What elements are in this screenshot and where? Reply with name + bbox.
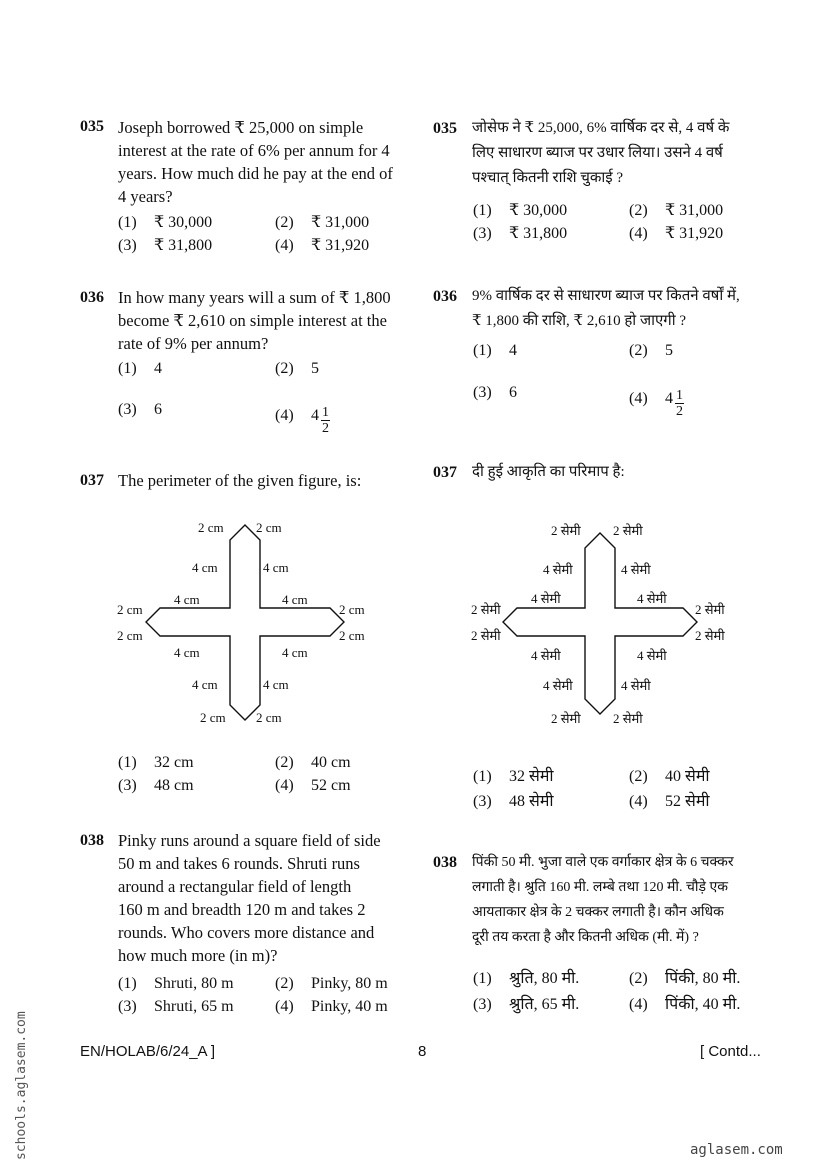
option-number: (1) — [473, 970, 492, 987]
question-number-035-en: 035 — [80, 118, 104, 135]
option-3[interactable] — [118, 401, 162, 419]
option-1[interactable] — [118, 360, 162, 378]
option-number: (4) — [275, 237, 294, 254]
edge-label: 2 सेमी — [551, 523, 581, 538]
option-1[interactable] — [118, 212, 212, 232]
option-number: (1) — [473, 202, 492, 219]
edge-label: 4 cm — [174, 645, 200, 660]
option-number: (3) — [473, 793, 492, 810]
option-value: ₹ 31,920 — [311, 237, 370, 254]
edge-label: 2 सेमी — [613, 711, 643, 726]
fraction — [321, 405, 330, 436]
option-number: (2) — [629, 202, 648, 219]
question-line: 9% वार्षिक दर से साधारण ब्याज पर कितने वर्षों में, — [472, 288, 740, 304]
edge-label: 4 सेमी — [543, 678, 573, 693]
edge-label: 4 सेमी — [637, 648, 667, 663]
question-line: interest at the rate of 6% per annum for 4 — [118, 141, 390, 160]
option-3[interactable] — [118, 235, 212, 255]
option-number: (2) — [275, 214, 294, 231]
option-value: 5 — [311, 360, 319, 377]
option-number: (1) — [118, 360, 137, 377]
edge-label: 2 सेमी — [695, 602, 725, 617]
cross-shape — [146, 525, 344, 720]
option-value: 32 cm — [154, 754, 194, 771]
question-line: In how many years will a sum of ₹ 1,800 — [118, 288, 391, 307]
option-number: (4) — [629, 390, 648, 408]
option-3[interactable] — [473, 789, 554, 811]
question-number-037-hi: 037 — [433, 464, 457, 481]
option-number: (4) — [629, 793, 648, 810]
question-line: ₹ 1,800 की राशि, ₹ 2,610 हो जाएगी ? — [472, 313, 686, 329]
question-text-036-hi — [472, 284, 782, 334]
option-value: 40 cm — [311, 754, 351, 771]
option-value: 6 — [154, 401, 162, 418]
edge-label: 4 cm — [263, 677, 289, 692]
continued-label: [ Contd... — [700, 1043, 761, 1060]
option-2[interactable] — [629, 966, 740, 988]
option-value: 48 cm — [154, 777, 194, 794]
page-number: 8 — [418, 1043, 427, 1060]
question-line: पश्चात् कितनी राशि चुकाई ? — [472, 170, 624, 186]
option-value: 52 cm — [311, 777, 351, 794]
option-number: (3) — [118, 777, 137, 794]
option-value: 4 — [154, 360, 162, 377]
option-value: श्रुति, 65 मी. — [509, 996, 580, 1013]
question-line: rounds. Who covers more distance and — [118, 923, 375, 942]
option-value: ₹ 31,000 — [665, 202, 724, 219]
question-line: लगाती है। श्रुति 160 मी. लम्बे तथा 120 मी. चौड़े एक — [472, 880, 728, 895]
option-value: ₹ 31,800 — [509, 225, 568, 242]
question-line: 50 m and takes 6 rounds. Shruti runs — [118, 854, 360, 873]
fraction-numerator: 1 — [676, 388, 683, 403]
edge-label: 4 सेमी — [543, 562, 573, 577]
option-4[interactable] — [275, 401, 330, 436]
side-watermark: schools.aglasem.com — [14, 1011, 29, 1160]
option-2[interactable] — [275, 212, 369, 232]
option-value: ₹ 30,000 — [154, 214, 213, 231]
option-value: 5 — [665, 342, 673, 359]
question-line: दूरी तय करता है और कितनी अधिक (मी. में) ? — [472, 930, 699, 945]
option-number: (4) — [275, 998, 294, 1015]
option-number: (2) — [629, 970, 648, 987]
paper-code: EN/HOLAB/6/24_A ] — [80, 1043, 216, 1060]
option-value: 40 सेमी — [665, 768, 710, 785]
edge-label: 4 सेमी — [531, 591, 561, 606]
question-number-035-hi: 035 — [433, 120, 457, 137]
edge-label: 4 cm — [192, 677, 218, 692]
option-4[interactable] — [275, 777, 351, 795]
option-2[interactable] — [275, 754, 351, 772]
option-number: (4) — [629, 996, 648, 1013]
edge-label: 4 सेमी — [637, 591, 667, 606]
edge-label: 2 cm — [339, 628, 365, 643]
option-number: (3) — [473, 225, 492, 242]
option-number: (1) — [473, 768, 492, 785]
edge-label: 2 सेमी — [613, 523, 643, 538]
question-text-037-hi: दी हुई आकृति का परिमाप है: — [472, 464, 625, 480]
option-number: (1) — [473, 342, 492, 359]
option-1[interactable] — [118, 975, 234, 993]
edge-label: 4 सेमी — [531, 648, 561, 663]
edge-label: 2 सेमी — [551, 711, 581, 726]
question-text-038-hi — [472, 850, 782, 950]
option-1[interactable] — [473, 966, 579, 988]
question-line: 4 years? — [118, 187, 173, 206]
cross-figure-en — [110, 510, 380, 740]
option-number: (3) — [473, 996, 492, 1013]
fraction-denominator: 2 — [322, 421, 329, 436]
option-4[interactable] — [629, 992, 740, 1014]
edge-label: 2 cm — [117, 602, 143, 617]
option-2[interactable] — [275, 360, 319, 378]
option-value: पिंकी, 80 मी. — [665, 970, 741, 987]
option-value: 32 सेमी — [509, 768, 554, 785]
option-value: 6 — [509, 384, 517, 401]
option-value: ₹ 31,000 — [311, 214, 370, 231]
option-1[interactable] — [118, 754, 194, 772]
option-4[interactable] — [275, 998, 388, 1016]
option-2[interactable] — [629, 342, 673, 360]
question-line: Joseph borrowed ₹ 25,000 on simple — [118, 118, 364, 137]
option-value: पिंकी, 40 मी. — [665, 996, 741, 1013]
question-line: आयताकार क्षेत्र के 2 चक्कर लगाती है। कौन अधिक — [472, 905, 724, 920]
question-line: years. How much did he pay at the end of — [118, 164, 393, 183]
question-text-035-hi — [472, 116, 782, 191]
option-number: (2) — [275, 975, 294, 992]
question-line: how much more (in m)? — [118, 946, 278, 965]
option-value: ₹ 31,920 — [665, 225, 724, 242]
option-number: (2) — [629, 768, 648, 785]
edge-label: 4 cm — [192, 560, 218, 575]
option-number: (2) — [275, 360, 294, 377]
option-value: Shruti, 80 m — [154, 975, 234, 992]
option-number: (2) — [275, 754, 294, 771]
option-3[interactable] — [473, 384, 517, 402]
option-1[interactable] — [473, 342, 517, 360]
option-value: 52 सेमी — [665, 793, 710, 810]
fraction-denominator: 2 — [676, 404, 683, 419]
question-number-037-en: 037 — [80, 472, 104, 489]
option-value: ₹ 31,800 — [154, 237, 213, 254]
option-value: 4 — [509, 342, 517, 359]
edge-label: 4 सेमी — [621, 678, 651, 693]
option-number: (3) — [118, 237, 137, 254]
edge-label: 4 सेमी — [621, 562, 651, 577]
cross-shape — [503, 533, 697, 714]
question-text-035-en — [118, 116, 418, 208]
option-value: श्रुति, 80 मी. — [509, 970, 580, 987]
option-number: (3) — [118, 998, 137, 1015]
option-4[interactable] — [275, 235, 369, 255]
option-number: (1) — [118, 975, 137, 992]
fraction-numerator: 1 — [322, 405, 329, 420]
edge-label: 2 सेमी — [695, 628, 725, 643]
option-value: Pinky, 40 m — [311, 998, 388, 1015]
option-3[interactable] — [118, 998, 234, 1016]
option-1[interactable] — [473, 200, 567, 220]
option-2[interactable] — [275, 975, 388, 993]
edge-label: 2 cm — [256, 520, 282, 535]
question-line: पिंकी 50 मी. भुजा वाले एक वर्गाकार क्षेत्र के 6 चक्कर — [472, 855, 734, 870]
question-number-038-en: 038 — [80, 832, 104, 849]
option-number: (2) — [629, 342, 648, 359]
question-line: Pinky runs around a square field of side — [118, 831, 381, 850]
question-line: around a rectangular field of length — [118, 877, 352, 896]
edge-label: 4 cm — [263, 560, 289, 575]
option-value: Shruti, 65 m — [154, 998, 234, 1015]
question-number-038-hi: 038 — [433, 854, 457, 871]
option-number: (4) — [275, 777, 294, 794]
option-number: (4) — [629, 225, 648, 242]
question-number-036-en: 036 — [80, 289, 104, 306]
edge-label: 2 cm — [256, 710, 282, 725]
option-3[interactable] — [118, 777, 194, 795]
edge-label: 4 cm — [174, 592, 200, 607]
option-number: (3) — [473, 384, 492, 401]
edge-label: 2 cm — [198, 520, 224, 535]
edge-label: 2 सेमी — [471, 602, 501, 617]
option-value: 4 — [311, 407, 319, 425]
question-line: become ₹ 2,610 on simple interest at the — [118, 311, 387, 330]
edge-label: 4 cm — [282, 645, 308, 660]
edge-label: 2 सेमी — [471, 628, 501, 643]
question-number-036-hi: 036 — [433, 288, 457, 305]
option-number: (3) — [118, 401, 137, 418]
edge-label: 4 cm — [282, 592, 308, 607]
question-line: rate of 9% per annum? — [118, 334, 269, 353]
option-3[interactable] — [473, 223, 567, 243]
question-text-038-en — [118, 829, 418, 967]
option-3[interactable] — [473, 992, 579, 1014]
option-number: (1) — [118, 214, 137, 231]
edge-label: 2 cm — [339, 602, 365, 617]
question-text-036-en — [118, 286, 418, 355]
option-4[interactable] — [629, 223, 723, 243]
option-value: ₹ 30,000 — [509, 202, 568, 219]
question-text-037-en: The perimeter of the given figure, is: — [118, 471, 362, 490]
option-number: (1) — [118, 754, 137, 771]
edge-label: 2 cm — [117, 628, 143, 643]
edge-label: 2 cm — [200, 710, 226, 725]
cross-figure-hi — [465, 515, 745, 735]
option-value: 48 सेमी — [509, 793, 554, 810]
option-4[interactable] — [629, 789, 710, 811]
option-2[interactable] — [629, 200, 723, 220]
option-value: 4 — [665, 390, 673, 408]
fraction — [675, 388, 684, 419]
question-line: लिए साधारण ब्याज पर उधार लिया। उसने 4 वर्ष — [472, 145, 723, 161]
option-value: Pinky, 80 m — [311, 975, 388, 992]
option-4[interactable] — [629, 384, 684, 419]
option-number: (4) — [275, 407, 294, 425]
bottom-watermark: aglasem.com — [690, 1142, 783, 1158]
question-line: जोसेफ ने ₹ 25,000, 6% वार्षिक दर से, 4 वर्ष के — [472, 120, 730, 136]
option-1[interactable] — [473, 764, 554, 786]
option-2[interactable] — [629, 764, 710, 786]
question-line: 160 m and breadth 120 m and takes 2 — [118, 900, 366, 919]
